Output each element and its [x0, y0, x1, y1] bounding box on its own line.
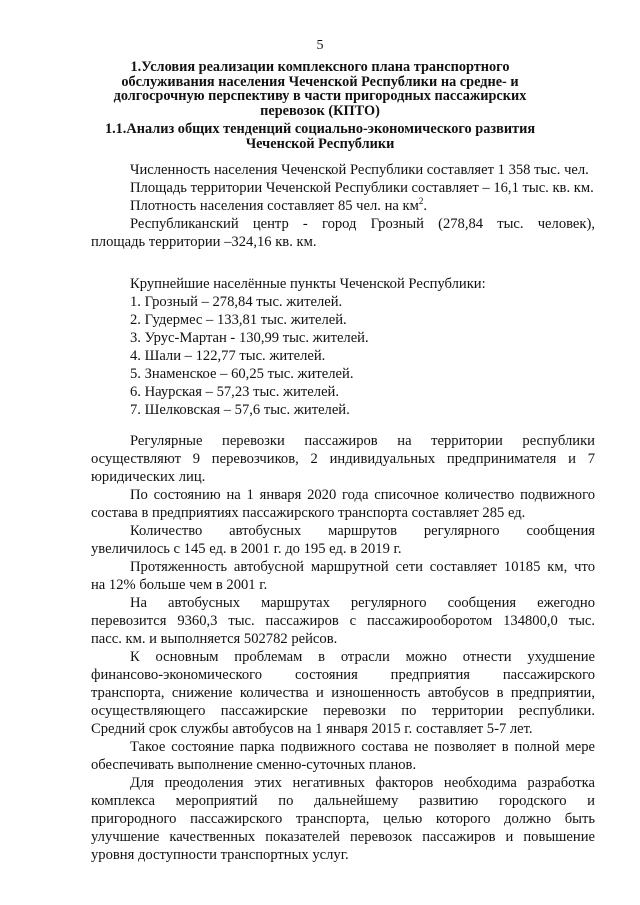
heading-line: Чеченской Республики — [245, 135, 395, 152]
paragraph-line: пасс. км. и выполняется 502782 рейсов. — [91, 631, 338, 647]
heading-line: 1.1.Анализ общих тенденций социально-экономического развития — [104, 121, 536, 137]
cities-title: Крупнейшие населённые пункты Чеченской Республики: — [130, 276, 486, 292]
page-number: 5 — [316, 38, 324, 53]
list-item: 1. Грозный – 278,84 тыс. жителей. — [130, 294, 343, 310]
list-item: 5. Знаменское – 60,25 тыс. жителей. — [130, 366, 354, 382]
paragraph-line: Средний срок службы автобусов на 1 января 2015 г. составляет 5-7 лет. — [91, 721, 533, 737]
paragraph-line: уровня доступности транспортных услуг. — [91, 847, 349, 863]
paragraph-line: транспорта, снижение количества и изношенность автобусов в предприятии, — [91, 685, 595, 701]
list-item: 3. Урус-Мартан - 130,99 тыс. жителей. — [130, 330, 369, 346]
paragraph-line: На автобусных маршрутах регулярного сообщения ежегодно — [130, 595, 595, 611]
density-value: Плотность населения составляет 85 чел. на км — [130, 198, 419, 214]
paragraph-line: обеспечивать выполнение сменно-суточных планов. — [91, 757, 417, 773]
area-text: Площадь территории Чеченской Республики составляет – 16,1 тыс. кв. км. — [130, 180, 594, 196]
cities-list — [91, 275, 595, 419]
paragraph-line: юридических лиц. — [91, 469, 206, 485]
paragraph-line: состава в предприятиях пассажирского транспорта составляет 285 ед. — [91, 505, 526, 521]
paragraph-line: Протяженность автобусной маршрутной сети составляет 10185 км, что — [130, 559, 595, 575]
population-text: Численность населения Чеченской Республики составляет 1 358 тыс. чел. — [130, 162, 589, 178]
subsection-heading — [95, 122, 545, 151]
list-item: 6. Наурская – 57,23 тыс. жителей. — [130, 384, 340, 400]
center-text-line: Республиканский центр - город Грозный (278,84 тыс. человек), — [130, 216, 595, 232]
density-superscript: 2 — [418, 196, 424, 207]
paragraph-line: осуществляют 9 перевозчиков, 2 индивидуальных предпринимателя и 7 — [91, 451, 595, 467]
paragraph-line: комплекса мероприятий по дальнейшему развитию городского и — [91, 793, 595, 809]
paragraph-line: улучшение качественных показателей перевозок пассажиров и повышение — [91, 829, 595, 845]
paragraphs-block — [91, 432, 595, 864]
paragraph-line: увеличилось с 145 ед. в 2001 г. до 195 ед. в 2019 г. — [91, 541, 402, 557]
density-text — [91, 197, 595, 215]
list-item: 4. Шали – 122,77 тыс. жителей. — [130, 348, 326, 364]
list-item: 2. Гудермес – 133,81 тыс. жителей. — [130, 312, 347, 328]
heading-line: 1.Условия реализации комплексного плана транспортного — [130, 59, 510, 75]
paragraph-line: финансово-экономического состояния предприятия пассажирского — [91, 667, 595, 683]
paragraph-line: Регулярные перевозки пассажиров на территории республики — [130, 433, 595, 449]
heading-line: перевозок (КПТО) — [260, 102, 380, 119]
stats-block — [91, 161, 595, 251]
heading-line: обслуживания населения Чеченской Республики на средне- и — [121, 73, 519, 90]
paragraph-line: перевозится 9360,3 тыс. пассажиров с пассажирооборотом 134800,0 тыс. — [91, 613, 595, 629]
section-heading — [95, 60, 545, 118]
paragraph-line: пригородного пассажирского транспорта, целью которого должно быть — [91, 811, 595, 827]
paragraph-line: Для преодоления этих негативных факторов необходима разработка — [130, 775, 595, 791]
paragraph-line: Такое состояние парка подвижного состава не позволяет в полной мере — [130, 739, 595, 755]
paragraph-line: на 12% больше чем в 2001 г. — [91, 577, 268, 593]
center-text-line: площадь территории –324,16 кв. км. — [91, 234, 317, 250]
paragraph-line: К основным проблемам в отрасли можно отнести ухудшение — [130, 649, 595, 665]
paragraph-line: осуществляющего пассажирские перевозки по территории республики. — [91, 703, 595, 719]
density-end: . — [423, 198, 427, 214]
paragraph-line: По состоянию на 1 января 2020 года списочное количество подвижного — [130, 487, 595, 503]
list-item: 7. Шелковская – 57,6 тыс. жителей. — [130, 402, 350, 418]
heading-line: долгосрочную перспективу в части пригородных пассажирских — [113, 88, 527, 104]
paragraph-line: Количество автобусных маршрутов регулярного сообщения — [130, 523, 595, 539]
